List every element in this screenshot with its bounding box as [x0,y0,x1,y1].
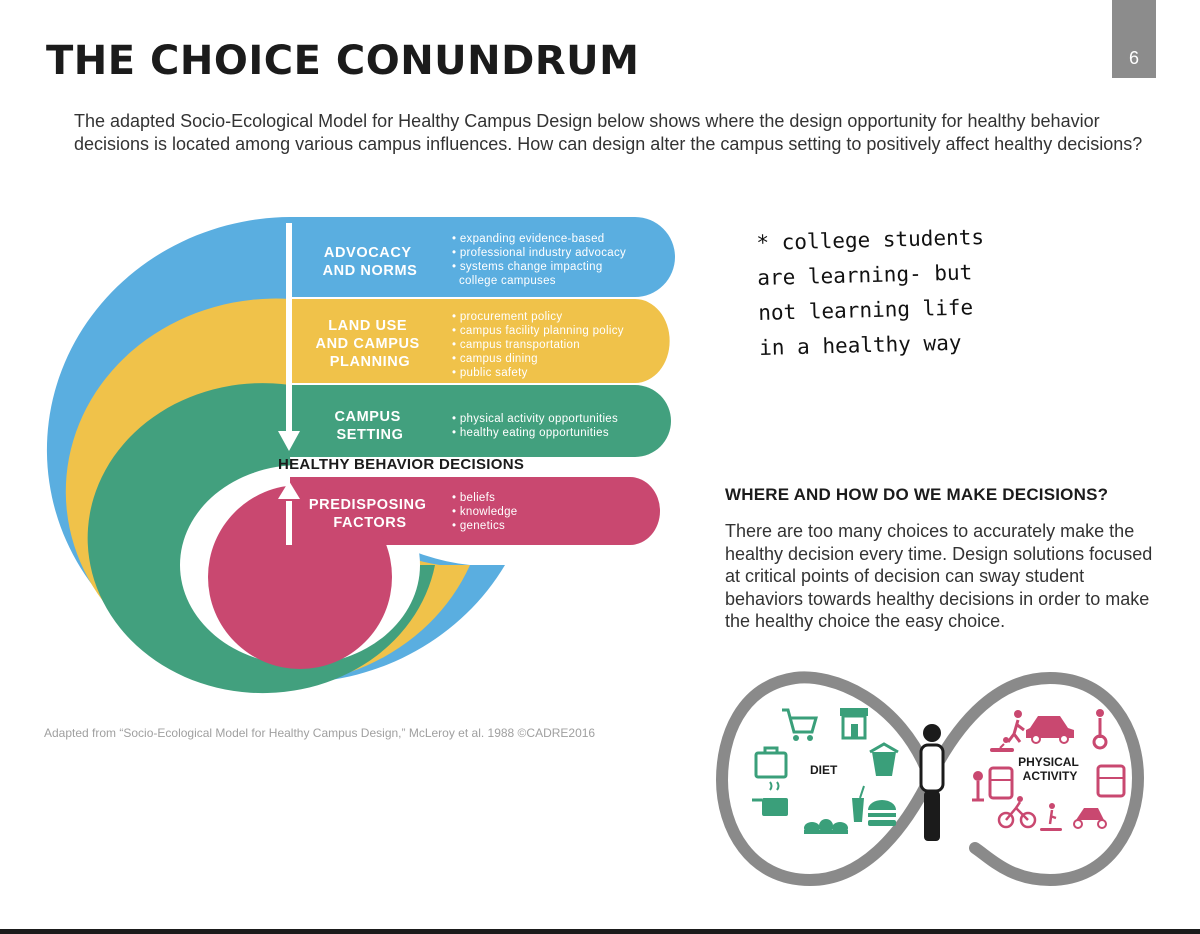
land-use-heading-line: LAND USE [328,318,408,334]
campus-bullet: • healthy eating opportunities [452,427,609,439]
diagram-caption: Adapted from “Socio-Ecological Model for Healthy Campus Design,” McLeroy et al. 1988 ©CADRE2016 [44,726,596,740]
advocacy-bullet: • expanding evidence-based [452,233,605,245]
land-use-heading-line: AND CAMPUS [315,336,420,352]
land-use-heading-line: PLANNING [329,354,411,370]
advocacy-bullet: • professional industry advocacy [452,247,627,259]
land-use-bullet: • campus facility planning policy [452,325,624,337]
campus-heading-line: CAMPUS [334,409,401,425]
handwritten-note [756,218,1060,366]
advocacy-bullet: college campuses [452,275,556,287]
burger-icon [868,800,896,826]
bus-icon [990,768,1012,798]
land-use-bullet: • public safety [452,367,528,379]
intro-paragraph: The adapted Socio-Ecological Model for Healthy Campus Design below shows where the design opportunity for healthy behavior decisions is located among various campus influences. How can design alter the campus setting to positively affect healthy decisions? [74,111,1143,154]
cooking-pot-icon [752,782,788,816]
walking-person-icon [1008,710,1024,742]
storefront-icon [840,708,868,738]
page-number-badge [1112,0,1156,78]
segway-icon [1094,709,1106,748]
advocacy-bullet: • systems change impacting [452,261,603,273]
advocacy-heading-line: ADVOCACY [323,245,412,261]
bus-stop-icon [972,771,984,800]
decisions-heading: WHERE AND HOW DO WE MAKE DECISIONS? [725,485,1109,504]
campus-heading-line: SETTING [336,427,404,443]
activity-label [1018,755,1082,783]
core-label: HEALTHY BEHAVIOR DECISIONS [278,456,525,473]
bicycle-icon [999,796,1035,827]
decisions-body: There are too many choices to accurately make the healthy decision every time. Design solutions focused at critical points of decision can sway student behaviors towards healthy decisions in order to make the healthy choice the easy choice. [725,521,1153,631]
predisposing-bullet: • genetics [452,520,506,532]
predisposing-heading-line: PREDISPOSING [308,497,427,513]
lunchbox-icon [756,748,786,777]
campus-bullet: • physical activity opportunities [452,413,619,425]
activity-label-line: ACTIVITY [1022,769,1078,783]
car-icon [1026,716,1074,743]
note-line: * college students [756,225,985,255]
page-title: THE CHOICE CONUNDRUM [46,38,640,84]
bus-icon [1098,766,1124,796]
predisposing-heading-line: FACTORS [333,515,407,531]
takeout-box-icon [870,744,898,776]
predisposing-bullet: • knowledge [452,506,518,518]
socio-ecological-diagram [0,195,700,695]
drink-cup-icon [852,786,864,822]
land-use-bullet: • campus dining [452,353,538,365]
land-use-bullet: • procurement policy [452,311,563,323]
infinity-graphic [700,658,1160,908]
person-icon [921,724,943,841]
land-use-bullet: • campus transportation [452,339,580,351]
shopping-cart-icon [782,710,816,741]
note-line: are learning- but [757,260,973,290]
diet-label: DIET [810,763,838,777]
note-line: in a healthy way [758,330,962,360]
advocacy-heading-line: AND NORMS [322,263,418,279]
skateboard-icon [1040,803,1062,831]
bottom-rule [0,929,1200,934]
activity-label-line: PHYSICAL [1018,755,1079,769]
produce-icon [804,819,848,834]
scooter-icon [1074,808,1106,828]
page-number: 6 [1128,48,1139,68]
note-line: not learning life [757,295,974,325]
predisposing-bullet: • beliefs [452,492,496,504]
land-use-heading [316,318,425,370]
